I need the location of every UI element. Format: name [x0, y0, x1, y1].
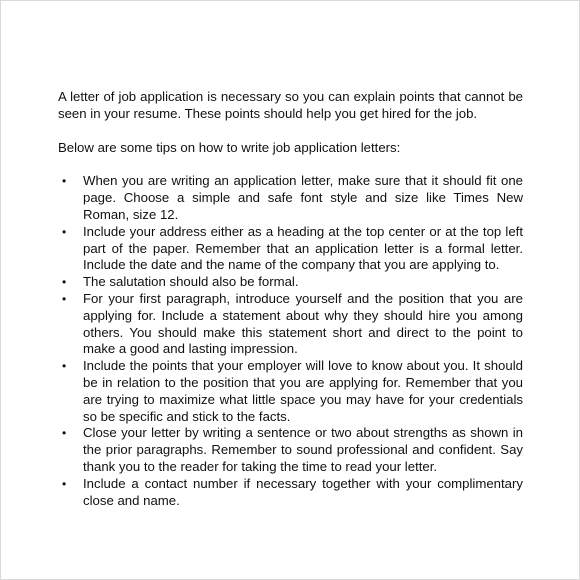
bullet-icon: •: [62, 476, 67, 491]
tip-text: Close your letter by writing a sentence or two about strengths as shown in the prior paragraphs. Remember to sound professional and confident. Say thank you to the reader for taking the time to read your letter.: [83, 425, 523, 474]
tip-text: Include your address either as a heading at the top center or at the top left part of the paper. Remember that an application letter is a formal letter. Include the date and the name of the company that you are applying to.: [83, 223, 523, 273]
list-item: [58, 224, 523, 274]
list-item: [58, 173, 523, 223]
list-item: [58, 291, 523, 358]
list-item: [58, 476, 523, 510]
bullet-icon: •: [62, 224, 67, 239]
bullet-icon: •: [62, 291, 67, 306]
bullet-icon: •: [62, 174, 67, 189]
bullet-icon: •: [62, 359, 67, 374]
tip-text: For your first paragraph, introduce yourself and the position that you are applying for. Include a statement about why they should hire you among others. You should make this statement short and direct to the point to make a good and lasting impression.: [83, 290, 523, 357]
tip-text: Include a contact number if necessary together with your complimentary close and name.: [83, 475, 523, 508]
list-item: [58, 274, 523, 291]
list-item: [58, 425, 523, 475]
list-item: [58, 358, 523, 425]
bullet-icon: •: [62, 275, 67, 290]
tip-text: When you are writing an application letter, make sure that it should fit one page. Choose a simple and safe font style and size like Times New Roman, size 12.: [83, 173, 523, 222]
tip-text: The salutation should also be formal.: [83, 274, 299, 290]
tips-lead-paragraph: Below are some tips on how to write job application letters:: [58, 139, 401, 155]
intro-paragraph: A letter of job application is necessary so you can explain points that cannot be seen in your resume. These points should help you get hired for the job.: [58, 89, 523, 121]
tip-text: Include the points that your employer will love to know about you. It should be in relation to the position that you are applying for. Remember that you are trying to maximize what little space you may have for your credentials so be specific and stick to the facts.: [83, 358, 523, 424]
tips-list: [58, 173, 523, 509]
document-body: [58, 89, 523, 509]
bullet-icon: •: [62, 426, 67, 441]
